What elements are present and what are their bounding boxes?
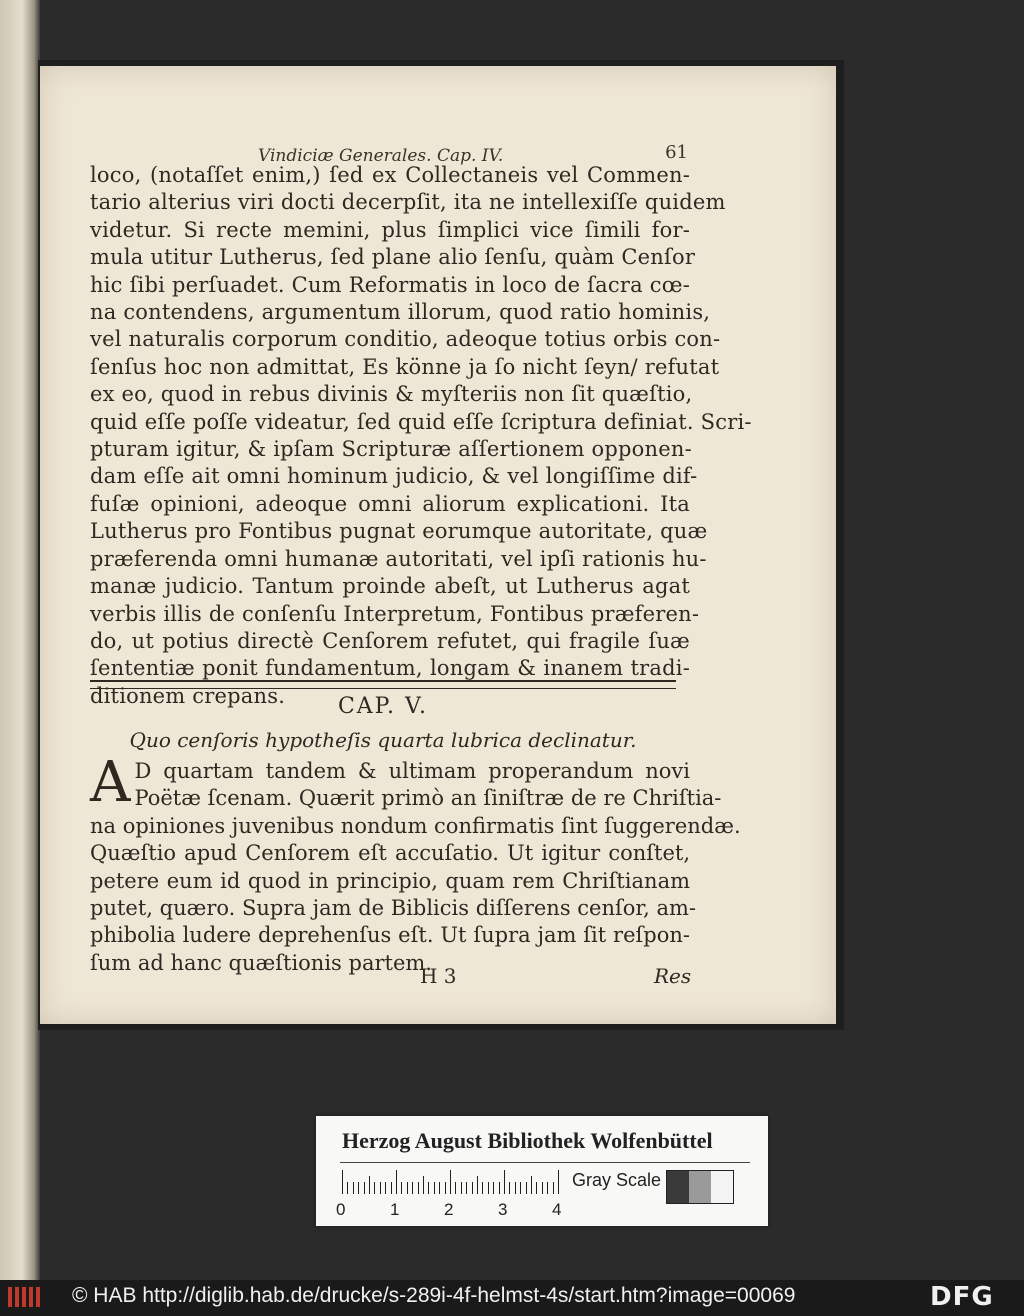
ruler-number: 0 [336,1200,346,1219]
chapter-line: petere eum id quod in principio, quam rem Chriſtianam [90,868,690,893]
page-number: 61 [665,142,688,163]
chapter-title: CAP. V. [337,694,429,719]
ruler-tick [477,1176,478,1194]
ruler-tick [493,1182,494,1194]
ruler-tick [499,1182,500,1194]
gray-scale-swatches [666,1170,734,1204]
ruler-tick [369,1176,370,1194]
ruler-tick [445,1182,446,1194]
body-line: quid eſſe poſſe videatur, ſed quid eſſe ſcriptura definiat. Scri- [90,409,752,434]
ruler-tick [558,1170,559,1194]
body-line: videtur. Si recte memini, plus ſimplici vice ſimili for- [90,217,690,242]
ruler-tick [526,1182,527,1194]
ruler-tick [428,1182,429,1194]
ruler-tick [536,1182,537,1194]
card-rule [340,1162,750,1163]
ruler-tick [547,1182,548,1194]
body-line: verbis illis de conſenſu Interpretum, Fontibus præferen- [90,601,700,626]
ruler-tick [412,1182,413,1194]
ruler-tick [450,1170,451,1194]
body-line: manæ judicio. Tantum proinde abeſt, ut Lutherus agat [90,574,690,599]
ruler-tick [488,1182,489,1194]
ruler-tick [553,1182,554,1194]
body-line: vel naturalis corporum conditio, adeoque totius orbis con- [90,327,721,352]
ruler-tick [466,1182,467,1194]
body-line: dam eſſe ait omni hominum judicio, & vel longiſſime dif- [90,464,698,489]
ruler-tick [472,1182,473,1194]
ruler-tick [353,1182,354,1194]
chapter-line: Quæſtio apud Cenſorem eſt accuſatio. Ut igitur conſtet, [90,841,690,866]
body-text [90,162,752,710]
body-line: na contendens, argumentum illorum, quod ratio hominis, [90,300,711,325]
ruler-tick [385,1182,386,1194]
ruler-tick [407,1182,408,1194]
ruler-tick [504,1170,505,1194]
ruler-number: 2 [444,1200,454,1219]
running-head-title: Vindiciæ Generales. Cap. IV. [258,146,504,166]
ruler-tick [391,1182,392,1194]
ruler-tick [455,1182,456,1194]
body-line: ex eo, quod in rebus divinis & myſteriis non ſit quæſtio, [90,382,693,407]
chapter-line: putet, quæro. Supra jam de Biblicis diſſerens cenſor, am- [90,896,697,921]
chapter-divider-rule [90,680,676,689]
ruler-tick [401,1182,402,1194]
body-line: mula utitur Lutherus, ſed plane alio ſenſu, quàm Cenſor [90,245,696,270]
adjacent-page-edge [0,0,40,1280]
ruler-tick [515,1182,516,1194]
ruler-number: 3 [498,1200,508,1219]
ruler-tick [342,1170,343,1194]
signature-mark: H 3 [420,964,457,988]
ruler-scale [342,1168,564,1194]
ruler-tick [423,1176,424,1194]
drop-cap: A [90,750,131,815]
gray-swatch [711,1171,733,1203]
chapter-line: Poëtæ ſcenam. Quærit primò an ſiniſtræ de re Chriſtia- [134,786,722,811]
body-line: Lutherus pro Fontibus pugnat eorumque autoritate, quæ [90,519,708,544]
ruler-tick [434,1182,435,1194]
ruler-tick [347,1182,348,1194]
ruler-number: 4 [552,1200,562,1219]
ruler-tick [509,1182,510,1194]
gray-swatch [667,1171,689,1203]
body-line: do, ut potius directè Cenſorem refutet, qui fragile ſuæ [90,628,690,653]
ruler-tick [374,1182,375,1194]
chapter-subtitle: Quo cenſoris hypotheſis quarta lubrica declinatur. [129,728,637,752]
ruler-tick [358,1182,359,1194]
body-line: ditionem crepans. [90,683,286,708]
body-line: tario alterius viri docti decerpſit, ita ne intellexiſſe quidem [90,190,726,215]
ruler-tick [461,1182,462,1194]
body-line: fuſæ opinioni, adeoque omni aliorum explicationi. Ita [90,491,690,516]
gray-scale-label: Gray Scale [572,1170,662,1190]
hab-logo-icon [6,1284,46,1310]
ruler-tick [364,1182,365,1194]
body-line: præferenda omni humanæ autoritati, vel ipſi rationis hu- [90,546,707,571]
body-line: ſenſus hoc non admittat, Es könne ja ſo nicht ſeyn/ refutat [90,354,720,379]
chapter-line: na opiniones juvenibus nondum confirmatis ſint ſuggerendæ. [90,813,741,838]
gray-swatch [689,1171,711,1203]
ruler-tick [520,1182,521,1194]
chapter-line: ſum ad hanc quæſtionis partem. [90,950,432,975]
body-line: loco, (notaſſet enim,) ſed ex Collectaneis vel Commen- [90,163,690,187]
body-line: ſententiæ ponit fundamentum, longam & inanem tradi- [90,656,690,681]
ruler-tick [418,1182,419,1194]
footer-source-link[interactable]: © HAB http://diglib.hab.de/drucke/s-289i-4f-helmst-4s/start.htm?image=00069 [72,1284,796,1307]
ruler-tick [396,1170,397,1194]
chapter-body [90,750,741,977]
ruler-tick [542,1182,543,1194]
ruler-number: 1 [390,1200,400,1219]
footer-bar [0,1280,1024,1316]
catchword: Res [654,964,692,988]
chapter-line: D quartam tandem & ultimam properandum novi [134,759,690,783]
ruler-tick [531,1176,532,1194]
ruler-labels [336,1200,596,1222]
ruler-tick [439,1182,440,1194]
library-color-card [316,1116,768,1226]
ruler-tick [482,1182,483,1194]
body-line: hic ſibi perſuadet. Cum Reformatis in loco de ſacra cœ- [90,272,690,297]
card-title: Herzog August Bibliothek Wolfenbüttel [342,1128,713,1153]
dfg-logo: DFG [930,1282,994,1312]
ruler-tick [380,1182,381,1194]
chapter-line: phibolia ludere deprehenſus eſt. Ut ſupra jam ſit reſpon- [90,923,690,948]
body-line: pturam igitur, & ipſam Scripturæ aſſertionem opponen- [90,437,692,462]
